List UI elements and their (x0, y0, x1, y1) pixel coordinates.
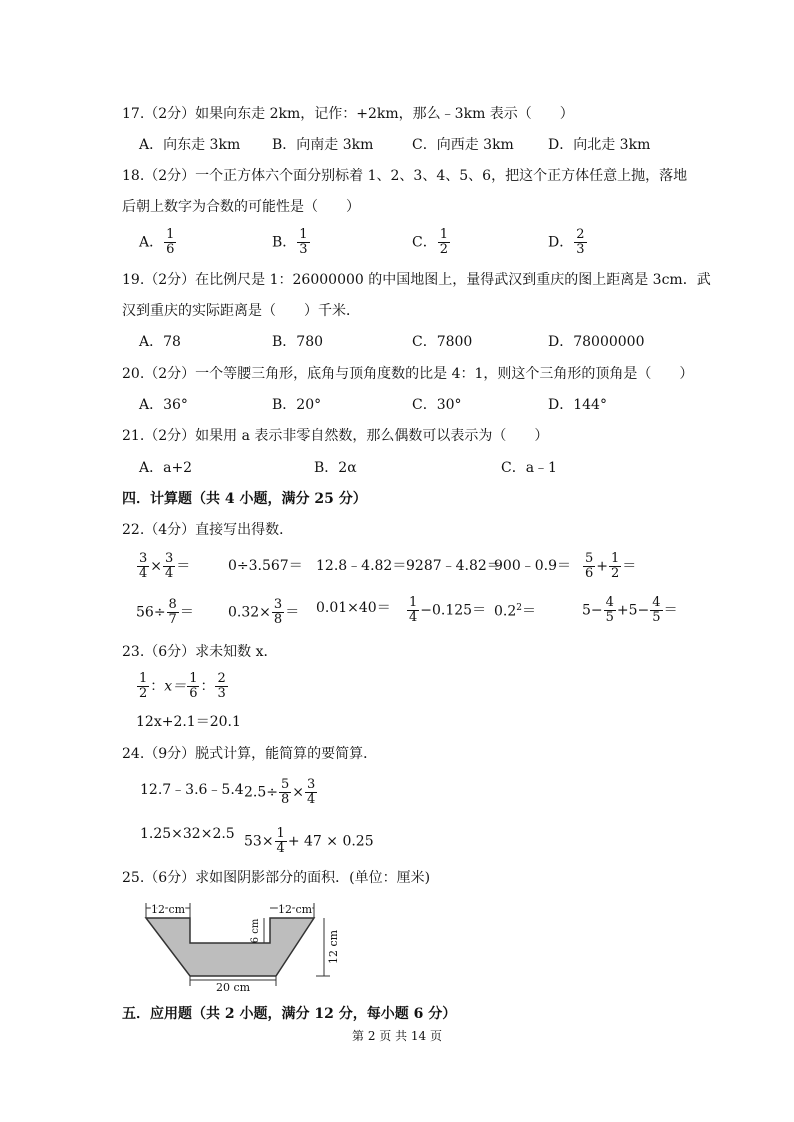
q22-item-3: 12.8﹣4.82＝ (316, 558, 407, 574)
page-footer: 第 2 页 共 14 页 (352, 1029, 442, 1043)
q18-stem-line2: 后朝上数字为合数的可能性是（ ） (122, 199, 360, 215)
q24-expression-1: 12.7﹣3.6﹣5.4 (140, 782, 244, 798)
q25-shaded-figure (140, 898, 350, 998)
q22-item-6: $\frac{5}{6}$ + $\frac{1}{2}$ ＝ (585, 551, 637, 581)
q23-equation-1: $\frac{1}{2}$ ：x＝ $\frac{1}{6}$ ： $\frac{2}{3}$ (139, 671, 226, 701)
q19-stem-line2: 汉到重庆的实际距离是（ ）千米． (122, 303, 360, 319)
q23-stem: 23.（6分）求未知数 x． (122, 644, 278, 660)
fraction: $\frac{1}{6}$ (166, 227, 175, 257)
q21-option-c[interactable]: C．a﹣1 (501, 460, 557, 476)
q18-option-d[interactable] (548, 228, 588, 257)
option-label: D． (548, 234, 574, 251)
q22-stem: 22.（4分）直接写出得数． (122, 522, 294, 538)
q17-stem: 17.（2分）如果向东走 2km，记作：+2km，那么﹣3km 表示（ ） (122, 106, 574, 122)
q17-option-c[interactable]: C．向西走 3km (412, 137, 514, 153)
section-5-heading: 五．应用题（共 2 小题，满分 12 分，每小题 6 分） (122, 1006, 457, 1022)
label-height-outer: 12 cm (327, 929, 340, 965)
q22-item-4: 9287﹣4.82＝ (406, 558, 501, 574)
q19-option-a[interactable]: A．78 (139, 334, 181, 350)
q20-option-d[interactable]: D．144° (548, 397, 607, 413)
q24-expression-3: 1.25×32×2.5 (140, 826, 235, 842)
q20-option-a[interactable]: A．36° (139, 397, 188, 413)
q17-option-d[interactable]: D．向北走 3km (548, 137, 651, 153)
q25-stem: 25.（6分）求如图阴影部分的面积．(单位：厘米) (122, 870, 431, 886)
q20-option-b[interactable]: B．20° (272, 397, 322, 413)
q18-option-a[interactable] (139, 228, 177, 257)
q24-stem: 24.（9分）脱式计算，能简算的要简算． (122, 746, 378, 762)
q22-item-7: 56÷ $\frac{8}{7}$ ＝ (136, 597, 194, 627)
q20-option-c[interactable]: C．30° (412, 397, 462, 413)
q19-stem-line1: 19.（2分）在比例尺是 1：26000000 的中国地图上，量得武汉到重庆的图上距离是 3cm．武 (122, 272, 711, 288)
q23-equation-2: 12x+2.1＝20.1 (136, 714, 241, 730)
option-label: A． (139, 234, 164, 251)
q21-stem: 21.（2分）如果用 a 表示非零自然数，那么偶数可以表示为（ ） (122, 428, 549, 444)
q22-item-9: 0.01×40＝ (316, 600, 391, 616)
q22-item-8: 0.32× $\frac{3}{8}$ ＝ (228, 597, 300, 627)
q21-option-b[interactable]: B．2α (314, 460, 357, 476)
shaded-region (146, 918, 314, 976)
q22-item-11: $0.2^2=$ (494, 603, 536, 620)
q19-option-b[interactable]: B．780 (272, 334, 324, 350)
q22-item-2: 0÷3.567＝ (228, 558, 303, 574)
label-top-left: 12 cm (150, 903, 186, 916)
q22-item-12: 5− $\frac{4}{5}$ +5− $\frac{4}{5}$ ＝ (582, 595, 678, 625)
q17-option-a[interactable]: A．向东走 3km (139, 137, 241, 153)
q24-expression-4: 53× $\frac{1}{4}$ + 47 × 0.25 (244, 826, 374, 856)
q18-option-b[interactable] (272, 228, 311, 257)
q22-item-10: $\frac{1}{4}$ −0.125＝ (409, 595, 487, 625)
q21-option-a[interactable]: A．a+2 (139, 460, 193, 476)
q19-option-c[interactable]: C．7800 (412, 334, 473, 350)
q22-item-1: $\frac{3}{4}$ × $\frac{3}{4}$ ＝ (139, 551, 191, 581)
q17-option-b[interactable]: B．向南走 3km (272, 137, 374, 153)
fraction: $\frac{1}{3}$ (299, 227, 308, 257)
fraction: $\frac{1}{2}$ (439, 227, 448, 257)
q19-option-d[interactable]: D．78000000 (548, 334, 645, 350)
option-label: C． (412, 234, 437, 251)
fraction: $\frac{2}{3}$ (576, 227, 585, 257)
q20-stem: 20.（2分）一个等腰三角形，底角与顶角度数的比是 4：1，则这个三角形的顶角是（ ） (122, 366, 694, 382)
section-4-heading: 四．计算题（共 4 小题，满分 25 分） (122, 491, 367, 507)
label-top-right: 12 cm (277, 903, 313, 916)
label-height-inner: 6 cm (250, 918, 261, 944)
q18-stem-line1: 18.（2分）一个正方体六个面分别标着 1、2、3、4、5、6，把这个正方体任意上抛，落地 (122, 168, 688, 184)
q24-expression-2: 2.5÷ $\frac{5}{8}$ × $\frac{3}{4}$ (244, 777, 316, 807)
q18-option-c[interactable] (412, 228, 451, 257)
q22-item-5: 900﹣0.9＝ (494, 558, 571, 574)
option-label: B． (272, 234, 297, 251)
label-bottom: 20 cm (215, 981, 251, 994)
